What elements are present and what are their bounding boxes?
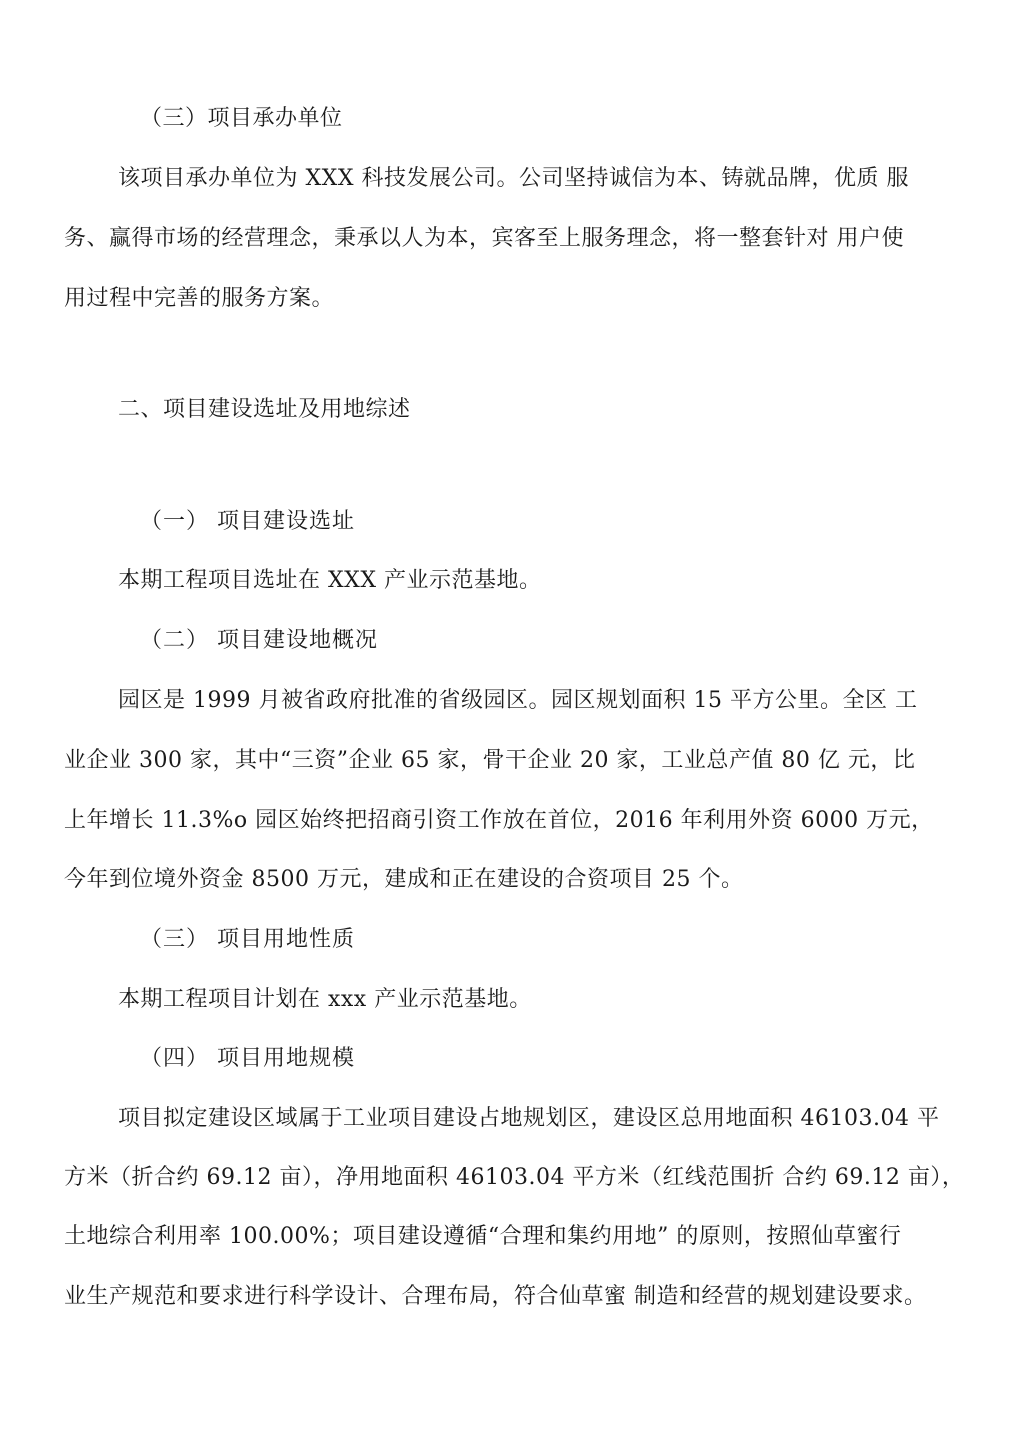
section-heading-overview: （二） 项目建设地概况	[140, 628, 378, 653]
section-heading-undertaking-unit: （三）项目承办单位	[140, 106, 343, 131]
chapter-heading-site-and-land: 二、项目建设选址及用地综述	[118, 397, 411, 422]
paragraph-line: 用过程中完善的服务方案。	[64, 286, 335, 311]
paragraph-line: 业生产规范和要求进行科学设计、合理布局，符合仙草蜜 制造和经营的规划建设要求。	[64, 1284, 927, 1309]
paragraph-line: 土地综合利用率 100.00%；项目建设遵循“合理和集约用地” 的原则，按照仙草蜜行	[64, 1224, 902, 1249]
section-heading-land-scale: （四） 项目用地规模	[140, 1046, 355, 1071]
paragraph-line: 今年到位境外资金 8500 万元，建成和正在建设的合资项目 25 个。	[64, 867, 744, 892]
paragraph-line: 务、赢得市场的经营理念，秉承以人为本，宾客至上服务理念，将一整套针对 用户使	[64, 226, 904, 251]
paragraph-line: 方米（折合约 69.12 亩），净用地面积 46103.04 平方米（红线范围折 合约 69.12 亩），	[64, 1165, 965, 1190]
section-heading-land-nature: （三） 项目用地性质	[140, 927, 355, 952]
paragraph-line: 园区是 1999 月被省政府批准的省级园区。园区规划面积 15 平方公里。全区 工	[118, 688, 918, 713]
paragraph-line: 本期工程项目计划在 xxx 产业示范基地。	[118, 987, 532, 1012]
paragraph-line: 本期工程项目选址在 XXX 产业示范基地。	[118, 568, 542, 593]
paragraph-line: 上年增长 11.3%o 园区始终把招商引资工作放在首位，2016 年利用外资 6000 万元，	[64, 808, 934, 833]
paragraph-line: 项目拟定建设区域属于工业项目建设占地规划区，建设区总用地面积 46103.04 平	[118, 1106, 940, 1131]
paragraph-line: 业企业 300 家，其中“三资”企业 65 家，骨干企业 20 家，工业总产值 80 亿 元，比	[64, 748, 916, 773]
paragraph-line: 该项目承办单位为 XXX 科技发展公司。公司坚持诚信为本、铸就品牌，优质 服	[118, 166, 909, 191]
section-heading-site: （一） 项目建设选址	[140, 509, 355, 534]
